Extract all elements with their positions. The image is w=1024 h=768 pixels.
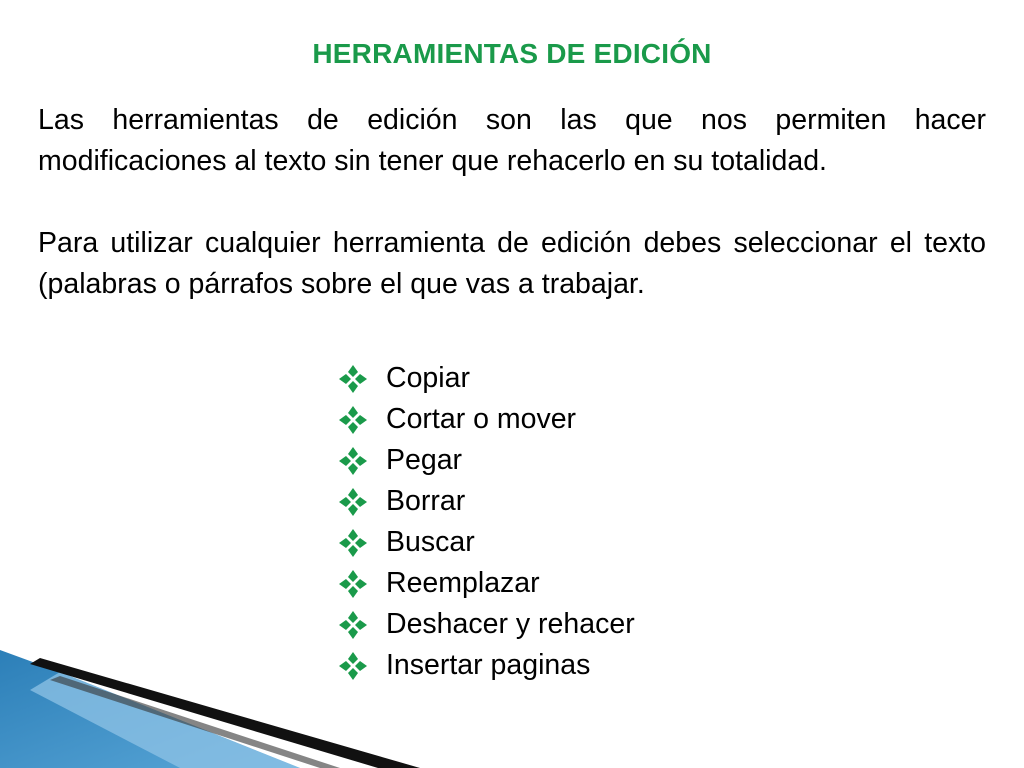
instruction-paragraph: Para utilizar cualquier herramienta de edición debes seleccionar el texto (palabras o párrafos sobre el que vas a trabajar.	[38, 227, 986, 300]
list-item	[338, 522, 635, 563]
list-item-label: Deshacer y rehacer	[386, 608, 635, 640]
list-item-label: Pegar	[386, 444, 463, 476]
list-item-label: Copiar	[386, 362, 470, 394]
list-item-label: Cortar o mover	[386, 403, 577, 435]
four-diamond-bullet-icon	[338, 446, 368, 476]
four-diamond-bullet-icon	[338, 569, 368, 599]
list-item	[338, 481, 635, 522]
list-item-label: Buscar	[386, 526, 475, 558]
intro-paragraph: Las herramientas de edición son las que nos permiten hacer modificaciones al texto sin tener que rehacerlo en su totalidad.	[38, 104, 986, 177]
slide-title: HERRAMIENTAS DE EDICIÓN	[312, 38, 712, 69]
list-item	[338, 399, 635, 440]
four-diamond-bullet-icon	[338, 405, 368, 435]
list-item-label: Borrar	[386, 485, 466, 517]
four-diamond-bullet-icon	[338, 528, 368, 558]
list-item	[338, 358, 635, 399]
four-diamond-bullet-icon	[338, 364, 368, 394]
corner-swoosh-decoration	[0, 620, 420, 768]
list-item	[338, 563, 635, 604]
list-item-label: Insertar paginas	[386, 649, 591, 681]
list-item-label: Reemplazar	[386, 567, 540, 599]
four-diamond-bullet-icon	[338, 487, 368, 517]
list-item	[338, 440, 635, 481]
